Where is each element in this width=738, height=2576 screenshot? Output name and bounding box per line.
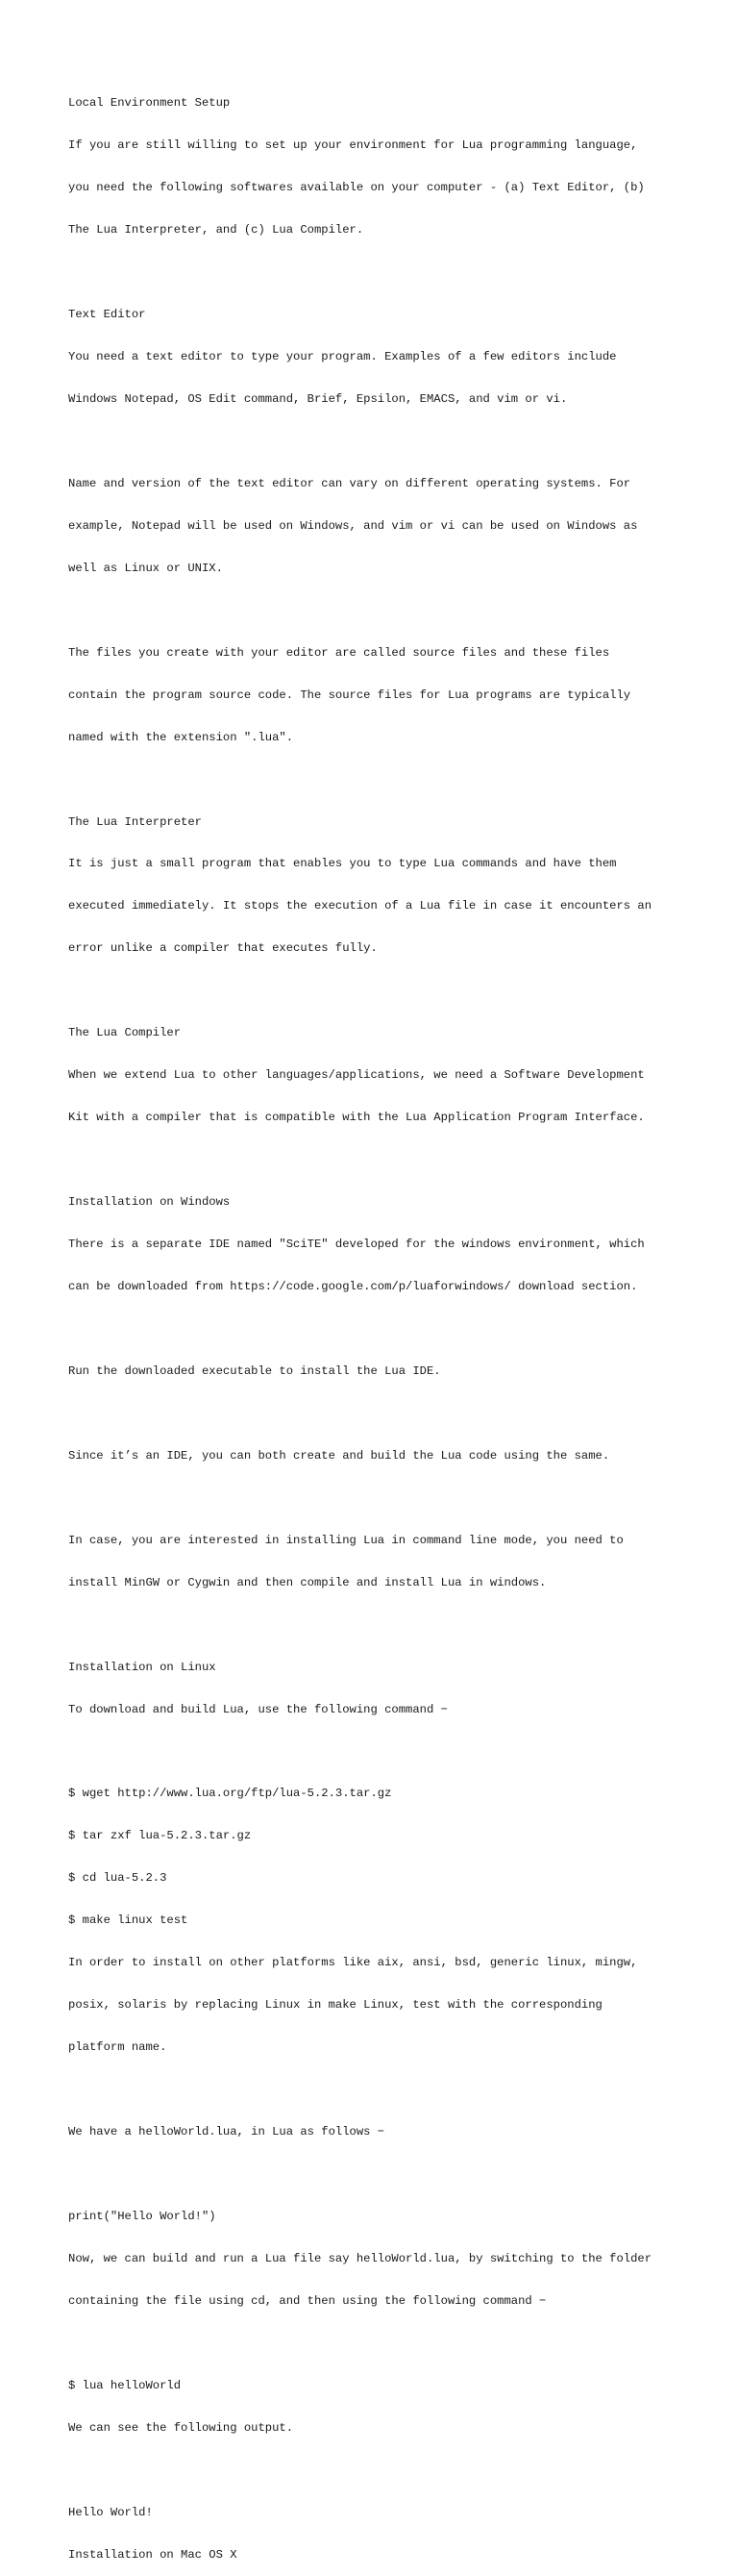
text-line: named with the extension ".lua". bbox=[68, 730, 294, 744]
blank-line bbox=[68, 2337, 702, 2351]
text-line: error unlike a compiler that executes fully. bbox=[68, 941, 378, 956]
blank-line bbox=[68, 984, 702, 998]
blank-line bbox=[68, 1744, 702, 1759]
blank-line bbox=[68, 2463, 702, 2478]
blank-line bbox=[68, 1618, 702, 1633]
text-line: Now, we can build and run a Lua file say helloWorld.lua, by switching to the folder bbox=[68, 2251, 652, 2265]
text-line: It is just a small program that enables you to type Lua commands and have them bbox=[68, 857, 617, 871]
text-line: you need the following softwares available on your computer - (a) Text Editor, (b) bbox=[68, 181, 645, 195]
output-line: Hello World! bbox=[68, 2505, 153, 2519]
section-heading: The Lua Interpreter bbox=[68, 814, 202, 829]
blank-line bbox=[68, 773, 702, 788]
text-line: Since it’s an IDE, you can both create and build the Lua code using the same. bbox=[68, 1448, 610, 1463]
text-line: To download and build Lua, use the following command − bbox=[68, 1702, 448, 1716]
text-line: can be downloaded from https://code.google.com/p/luaforwindows/ download section. bbox=[68, 1280, 638, 1293]
section-heading: Local Environment Setup bbox=[68, 96, 231, 111]
section-heading: Text Editor bbox=[68, 308, 146, 322]
text-line: When we extend Lua to other languages/applications, we need a Software Development bbox=[68, 1068, 645, 1083]
document-body bbox=[68, 68, 702, 2576]
text-line: You need a text editor to type your program. Examples of a few editors include bbox=[68, 350, 617, 364]
text-line: In case, you are interested in installing Lua in command line mode, you need to bbox=[68, 1533, 624, 1547]
text-line: Name and version of the text editor can vary on different operating systems. For bbox=[68, 476, 631, 490]
text-line: example, Notepad will be used on Windows, and vim or vi can be used on Windows as bbox=[68, 518, 638, 533]
code-line: $ make linux test bbox=[68, 1913, 188, 1928]
section-heading: The Lua Compiler bbox=[68, 1026, 182, 1040]
text-line: contain the program source code. The source files for Lua programs are typically bbox=[68, 688, 631, 702]
text-line: platform name. bbox=[68, 2040, 167, 2055]
text-line: well as Linux or UNIX. bbox=[68, 561, 223, 575]
blank-line bbox=[68, 2083, 702, 2097]
blank-line bbox=[68, 1322, 702, 1337]
code-line: $ cd lua-5.2.3 bbox=[68, 1871, 167, 1886]
code-line: print("Hello World!") bbox=[68, 2209, 216, 2223]
blank-line bbox=[68, 265, 702, 280]
section-heading: Installation on Mac OS X bbox=[68, 2547, 237, 2562]
code-line: $ wget http://www.lua.org/ftp/lua-5.2.3.tar.gz bbox=[68, 1787, 392, 1801]
text-line: If you are still willing to set up your environment for Lua programming language, bbox=[68, 138, 638, 153]
code-line: $ lua helloWorld bbox=[68, 2378, 182, 2392]
text-line: posix, solaris by replacing Linux in make Linux, test with the corresponding bbox=[68, 1998, 603, 2013]
section-heading: Installation on Linux bbox=[68, 1660, 216, 1674]
blank-line bbox=[68, 1491, 702, 1506]
text-line: In order to install on other platforms like aix, ansi, bsd, generic linux, mingw, bbox=[68, 1956, 638, 1970]
text-line: The files you create with your editor are called source files and these files bbox=[68, 645, 610, 660]
text-line: The Lua Interpreter, and (c) Lua Compiler. bbox=[68, 223, 364, 238]
text-line: Kit with a compiler that is compatible with the Lua Application Program Interface. bbox=[68, 1111, 645, 1125]
text-line: install MinGW or Cygwin and then compile and install Lua in windows. bbox=[68, 1575, 547, 1589]
blank-line bbox=[68, 2167, 702, 2182]
text-line: We can see the following output. bbox=[68, 2420, 294, 2435]
text-line: Run the downloaded executable to install the Lua IDE. bbox=[68, 1363, 441, 1378]
blank-line bbox=[68, 435, 702, 449]
blank-line bbox=[68, 1407, 702, 1421]
text-line: executed immediately. It stops the execution of a Lua file in case it encounters an bbox=[68, 899, 652, 913]
text-line: containing the file using cd, and then using the following command − bbox=[68, 2293, 547, 2308]
text-line: There is a separate IDE named "SciTE" developed for the windows environment, which bbox=[68, 1238, 645, 1252]
section-heading: Installation on Windows bbox=[68, 1195, 231, 1210]
code-line: $ tar zxf lua-5.2.3.tar.gz bbox=[68, 1829, 252, 1843]
text-line: We have a helloWorld.lua, in Lua as follows − bbox=[68, 2125, 385, 2139]
text-line: Windows Notepad, OS Edit command, Brief, Epsilon, EMACS, and vim or vi. bbox=[68, 391, 568, 406]
blank-line bbox=[68, 604, 702, 618]
blank-line bbox=[68, 1153, 702, 1167]
